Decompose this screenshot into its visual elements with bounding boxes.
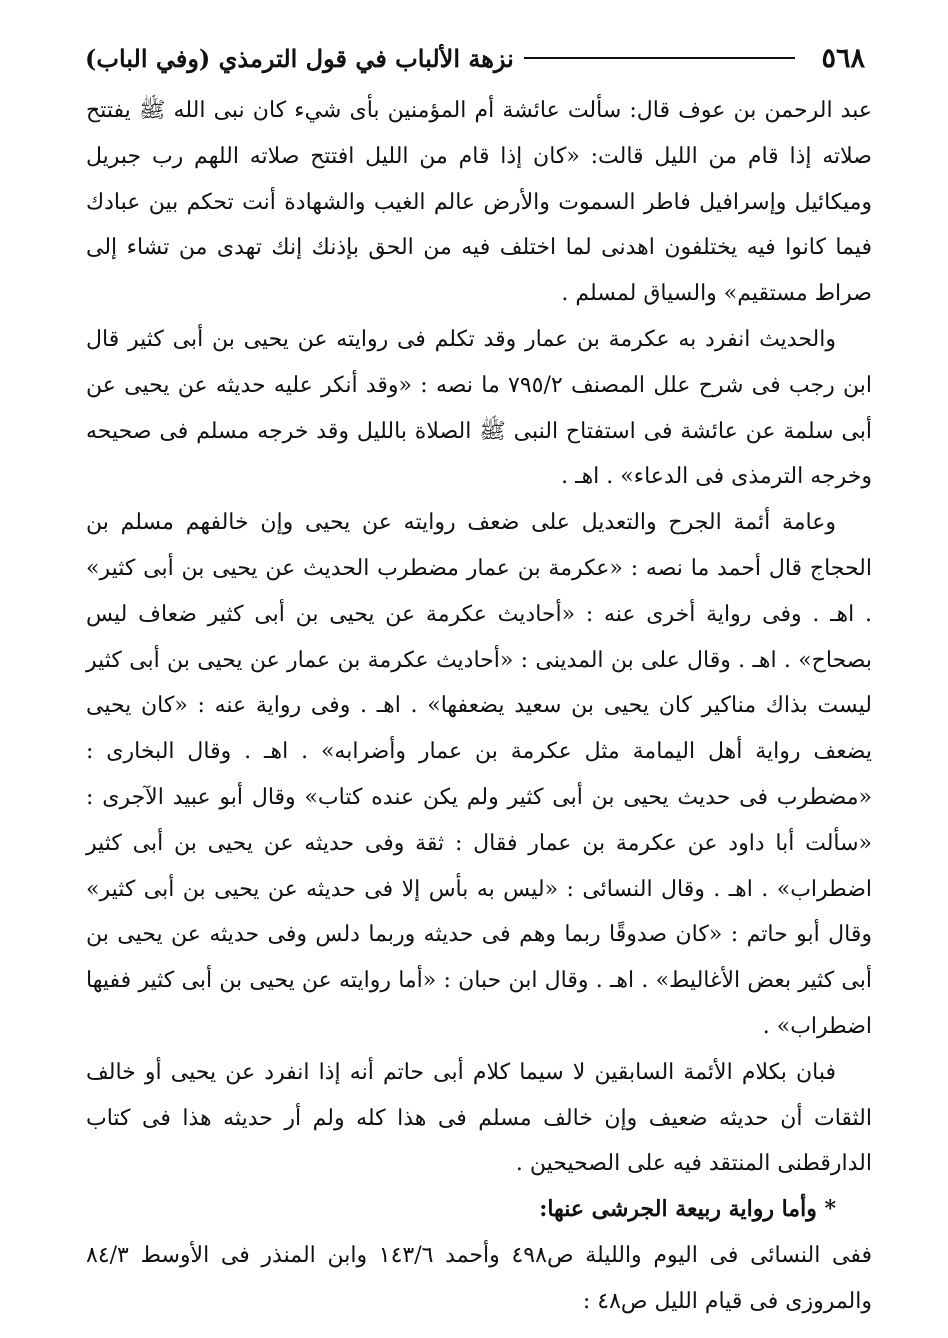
page-header	[85, 38, 865, 78]
running-title: نزهة الألباب في قول الترمذي (وفي الباب)	[85, 43, 514, 73]
paragraph-conclusion: فبان بكلام الأئمة السابقين لا سيما كلام أبى حاتم أنه إذا انفرد عن يحيى أو خالف الثقات أن حديثه ضعيف وإن خالف مسلم فى هذا كله ولم أر حديثه هذا فى كتاب الدارقطنى المنتقد فيه على الصحيحين .	[86, 1059, 872, 1177]
paragraph-sources: ففى النسائى فى اليوم والليلة ص٤٩٨ وأحمد ١٤٣/٦ وابن المنذر فى الأوسط ٨٤/٣ والمروزى فى قيام الليل ص٤٨ :	[86, 1242, 872, 1314]
paragraph-ibn-rajab: والحديث انفرد به عكرمة بن عمار وقد تكلم فى روايته عن يحيى بن أبى كثير قال ابن رجب فى شرح علل المصنف ٧٩٥/٢ ما نصه : «وقد أنكر عليه حديثه عن يحيى عن أبى سلمة عن عائشة فى استفتاح النبى ﷺ الصلاة بالليل وقد خرجه مسلم فى صحيحه وخرجه الترمذى فى الدعاء» . اهـ .	[86, 326, 872, 490]
header-rule	[524, 57, 796, 59]
paragraph-jarh-tadil: وعامة أئمة الجرح والتعديل على ضعف روايته عن يحيى وإن خالفهم مسلم بن الحجاج قال أحمد ما نصه : «عكرمة بن عمار مضطرب الحديث عن يحيى بن أبى كثير» . اهـ . وفى رواية أخرى عنه : «أحاديث عكرمة عن يحيى بن أبى كثير ضعاف ليس بصحاح» . اهـ . وقال على بن المدينى : «أحاديث عكرمة بن عمار عن يحيى بن أبى كثير ليست بذاك مناكير كان يحيى بن سعيد يضعفها» . اهـ . وفى رواية عنه : «كان يحيى يضعف رواية أهل اليمامة مثل عكرمة بن عمار وأضرابه» . اهـ . وقال البخارى : «مضطرب فى حديث يحيى بن أبى كثير ولم يكن عنده كتاب» وقال أبو عبيد الآجرى : «سألت أبا داود عن عكرمة بن عمار فقال : ثقة وفى حديثه عن يحيى بن أبى كثير اضطراب» . اهـ . وقال النسائى : «ليس به بأس إلا فى حديثه عن يحيى بن أبى كثير» وقال أبو حاتم : «كان صدوقًا ربما وهم فى حديثه وربما دلس وفى حديثه عن يحيى بن أبى كثير بعض الأغاليط» . اهـ . وقال ابن حبان : «أما روايته عن يحيى بن أبى كثير ففيها اضطراب» .	[86, 510, 873, 1039]
section-subheading: * وأما رواية ربيعة الجرشى عنها:	[539, 1196, 836, 1223]
page-number: ٥٦٨	[821, 42, 865, 74]
page-body	[86, 88, 872, 1325]
paragraph-hadith-text: عبد الرحمن بن عوف قال: سألت عائشة أم المؤمنين بأى شيء كان نبى الله ﷺ يفتتح صلاته إذا قام من الليل قالت: «كان إذا قام من الليل افتتح صلاته اللهم رب جبريل وميكائيل وإسرافيل فاطر السموت والأرض عالم الغيب والشهادة أنت تحكم بين عبادك فيما كانوا فيه يختلفون اهدنى لما اختلف فيه من الحق بإذنك إنك تهدى من تشاء إلى صراط مستقيم» والسياق لمسلم .	[86, 98, 872, 307]
